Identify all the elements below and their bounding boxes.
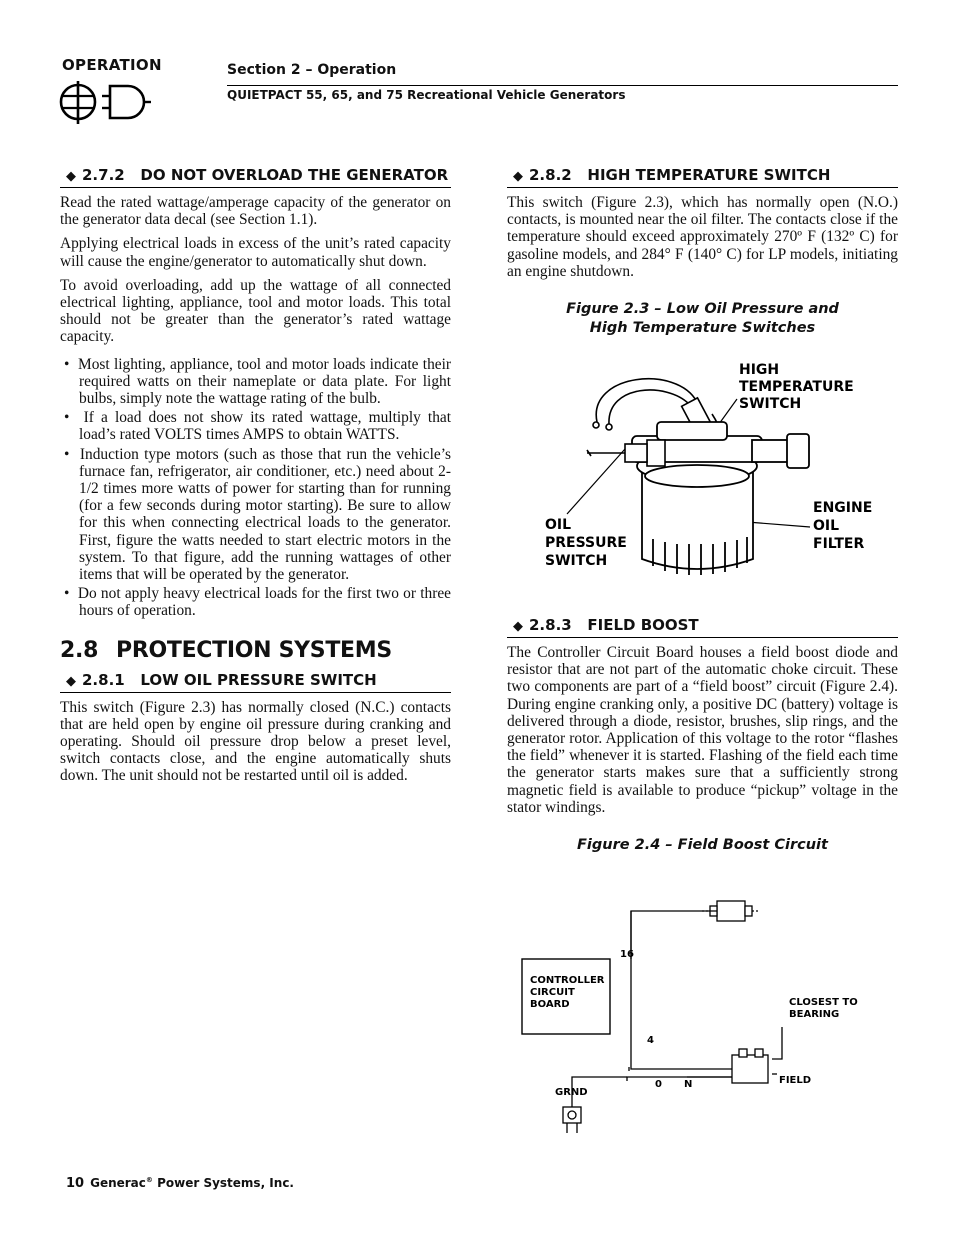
svg-text:BEARING: BEARING [789, 1009, 840, 1021]
diamond-bullet-icon: ◆ [513, 619, 523, 635]
figure-2-3-caption: Figure 2.3 – Low Oil Pressure and High Temperature Switches [566, 301, 839, 337]
svg-text:FILTER: FILTER [813, 536, 865, 553]
paragraph: This switch (Figure 2.3), which has normally open (N.O.) contacts, is mounted near the oil filter. The contacts close if the temperature should exceed approximately 270º F (132º C) for gasoline models, and 284° F (140° C) for LP models, initiating an engine shutdown. [507, 194, 898, 280]
wire-4-label: 4 [647, 1035, 654, 1047]
right-column [507, 166, 898, 1099]
figure-2-3-illustration [507, 344, 898, 594]
svg-text:CONTROLLER: CONTROLLER [530, 975, 605, 987]
page-footer [66, 1176, 294, 1191]
label-oil-pressure-switch: OIL [545, 517, 572, 534]
paragraph: Applying electrical loads in excess of the unit’s rated capacity will cause the engine/generator to automatically shut down. [60, 235, 451, 270]
svg-text:CIRCUIT: CIRCUIT [530, 987, 575, 999]
list-item: • Do not apply heavy electrical loads for the first two or three hours of operation. [64, 585, 451, 620]
paragraph: The Controller Circuit Board houses a field boost diode and resistor that are not part of the automatic choke circuit. These two components are part of a “field boost” circuit (Figure 2.4). During engine cranking only, a positive DC (battery) voltage is delivered through a diode, resistor, brushes, slip rings, and the generator rotor. Application of this voltage to the rotor “flashes the field” whenever it is started. Flashing of the field each time the generator starts makes sure that a sufficiently strong magnetic field is available to produce “pickup” voltage in the stator windings. [507, 644, 898, 816]
company-name: Generac® Power Systems, Inc. [90, 1176, 294, 1190]
list-item: • Induction type motors (such as those that run the vehicle’s furnace fan, refrigerator, air conditioner, etc.) need about 2-1/2 times more watts of power for starting than for running (for a few seconds during motor starting). Be sure to allow for this when connecting electrical loads to the generator. First, figure the watts needed to start electric motors in the system. To that figure, add the running wattages of other items that will be operated by the generator. [64, 445, 451, 584]
document-subtitle: QUIETPACT 55, 65, and 75 Recreational Vehicle Generators [227, 88, 626, 102]
diamond-bullet-icon: ◆ [513, 169, 523, 184]
wire-16-label: 16 [620, 949, 634, 961]
wire-0-label: 0 [655, 1079, 662, 1091]
grnd-label: GRND [555, 1087, 588, 1099]
section-title: Section 2 – Operation [227, 62, 397, 78]
svg-text:PRESSURE: PRESSURE [545, 535, 627, 552]
figure-2-4-circuit-diagram [507, 859, 898, 1099]
paragraph: This switch (Figure 2.3) has normally closed (N.C.) contacts that are held open by engine oil pressure during cranking and operating. Should oil pressure drop below a preset level, switch contacts close, and the engine automatically shuts down. The unit should not be restarted until oil is added. [60, 698, 451, 785]
label-high-temp-switch: HIGH [739, 362, 780, 379]
wire-n-label: N [684, 1079, 693, 1091]
heading-2-8-3: ◆ 2.8.3 FIELD BOOST [507, 616, 898, 638]
field-label: FIELD [779, 1075, 812, 1087]
header-rule [227, 85, 898, 86]
diamond-bullet-icon: ◆ [66, 169, 76, 184]
svg-text:BOARD: BOARD [530, 999, 570, 1011]
heading-2-8: 2.8 PROTECTION SYSTEMS [60, 637, 392, 663]
operation-logo-label: OPERATION [62, 56, 162, 74]
label-engine-oil-filter: ENGINE [813, 500, 873, 517]
svg-text:SWITCH: SWITCH [545, 553, 608, 570]
page-number: 10 [66, 1176, 85, 1191]
left-column [60, 166, 451, 792]
heading-2-8-2: ◆ 2.8.2 HIGH TEMPERATURE SWITCH [507, 166, 898, 188]
diamond-bullet-icon: ◆ [66, 673, 76, 689]
svg-text:OIL: OIL [813, 518, 840, 535]
list-item: • If a load does not show its rated wattage, multiply that load’s rated VOLTS times AMPS to obtain WATTS. [64, 409, 451, 444]
heading-2-7-2: ◆ 2.7.2 DO NOT OVERLOAD THE GENERATOR [60, 166, 451, 188]
list-item: • Most lighting, appliance, tool and motor loads indicate their required watts on their nameplate or data plate. For light bulbs, simply note the wattage rating of the bulb. [64, 355, 451, 408]
paragraph: To avoid overloading, add up the wattage of all connected electrical lighting, appliance, tool and motor loads. This total should not be greater than the generator’s rated wattage capacity. [60, 276, 451, 346]
closest-to-bearing-label: CLOSEST TO [789, 997, 858, 1009]
paragraph: Read the rated wattage/amperage capacity of the generator on the generator data decal (see Section 1.1). [60, 194, 451, 229]
operation-plug-icon [58, 78, 154, 128]
svg-text:SWITCH: SWITCH [739, 396, 802, 413]
figure-2-4-caption: Figure 2.4 – Field Boost Circuit [577, 837, 828, 854]
svg-text:TEMPERATURE: TEMPERATURE [739, 379, 854, 396]
heading-2-8-1: ◆ 2.8.1 LOW OIL PRESSURE SWITCH [60, 671, 451, 693]
